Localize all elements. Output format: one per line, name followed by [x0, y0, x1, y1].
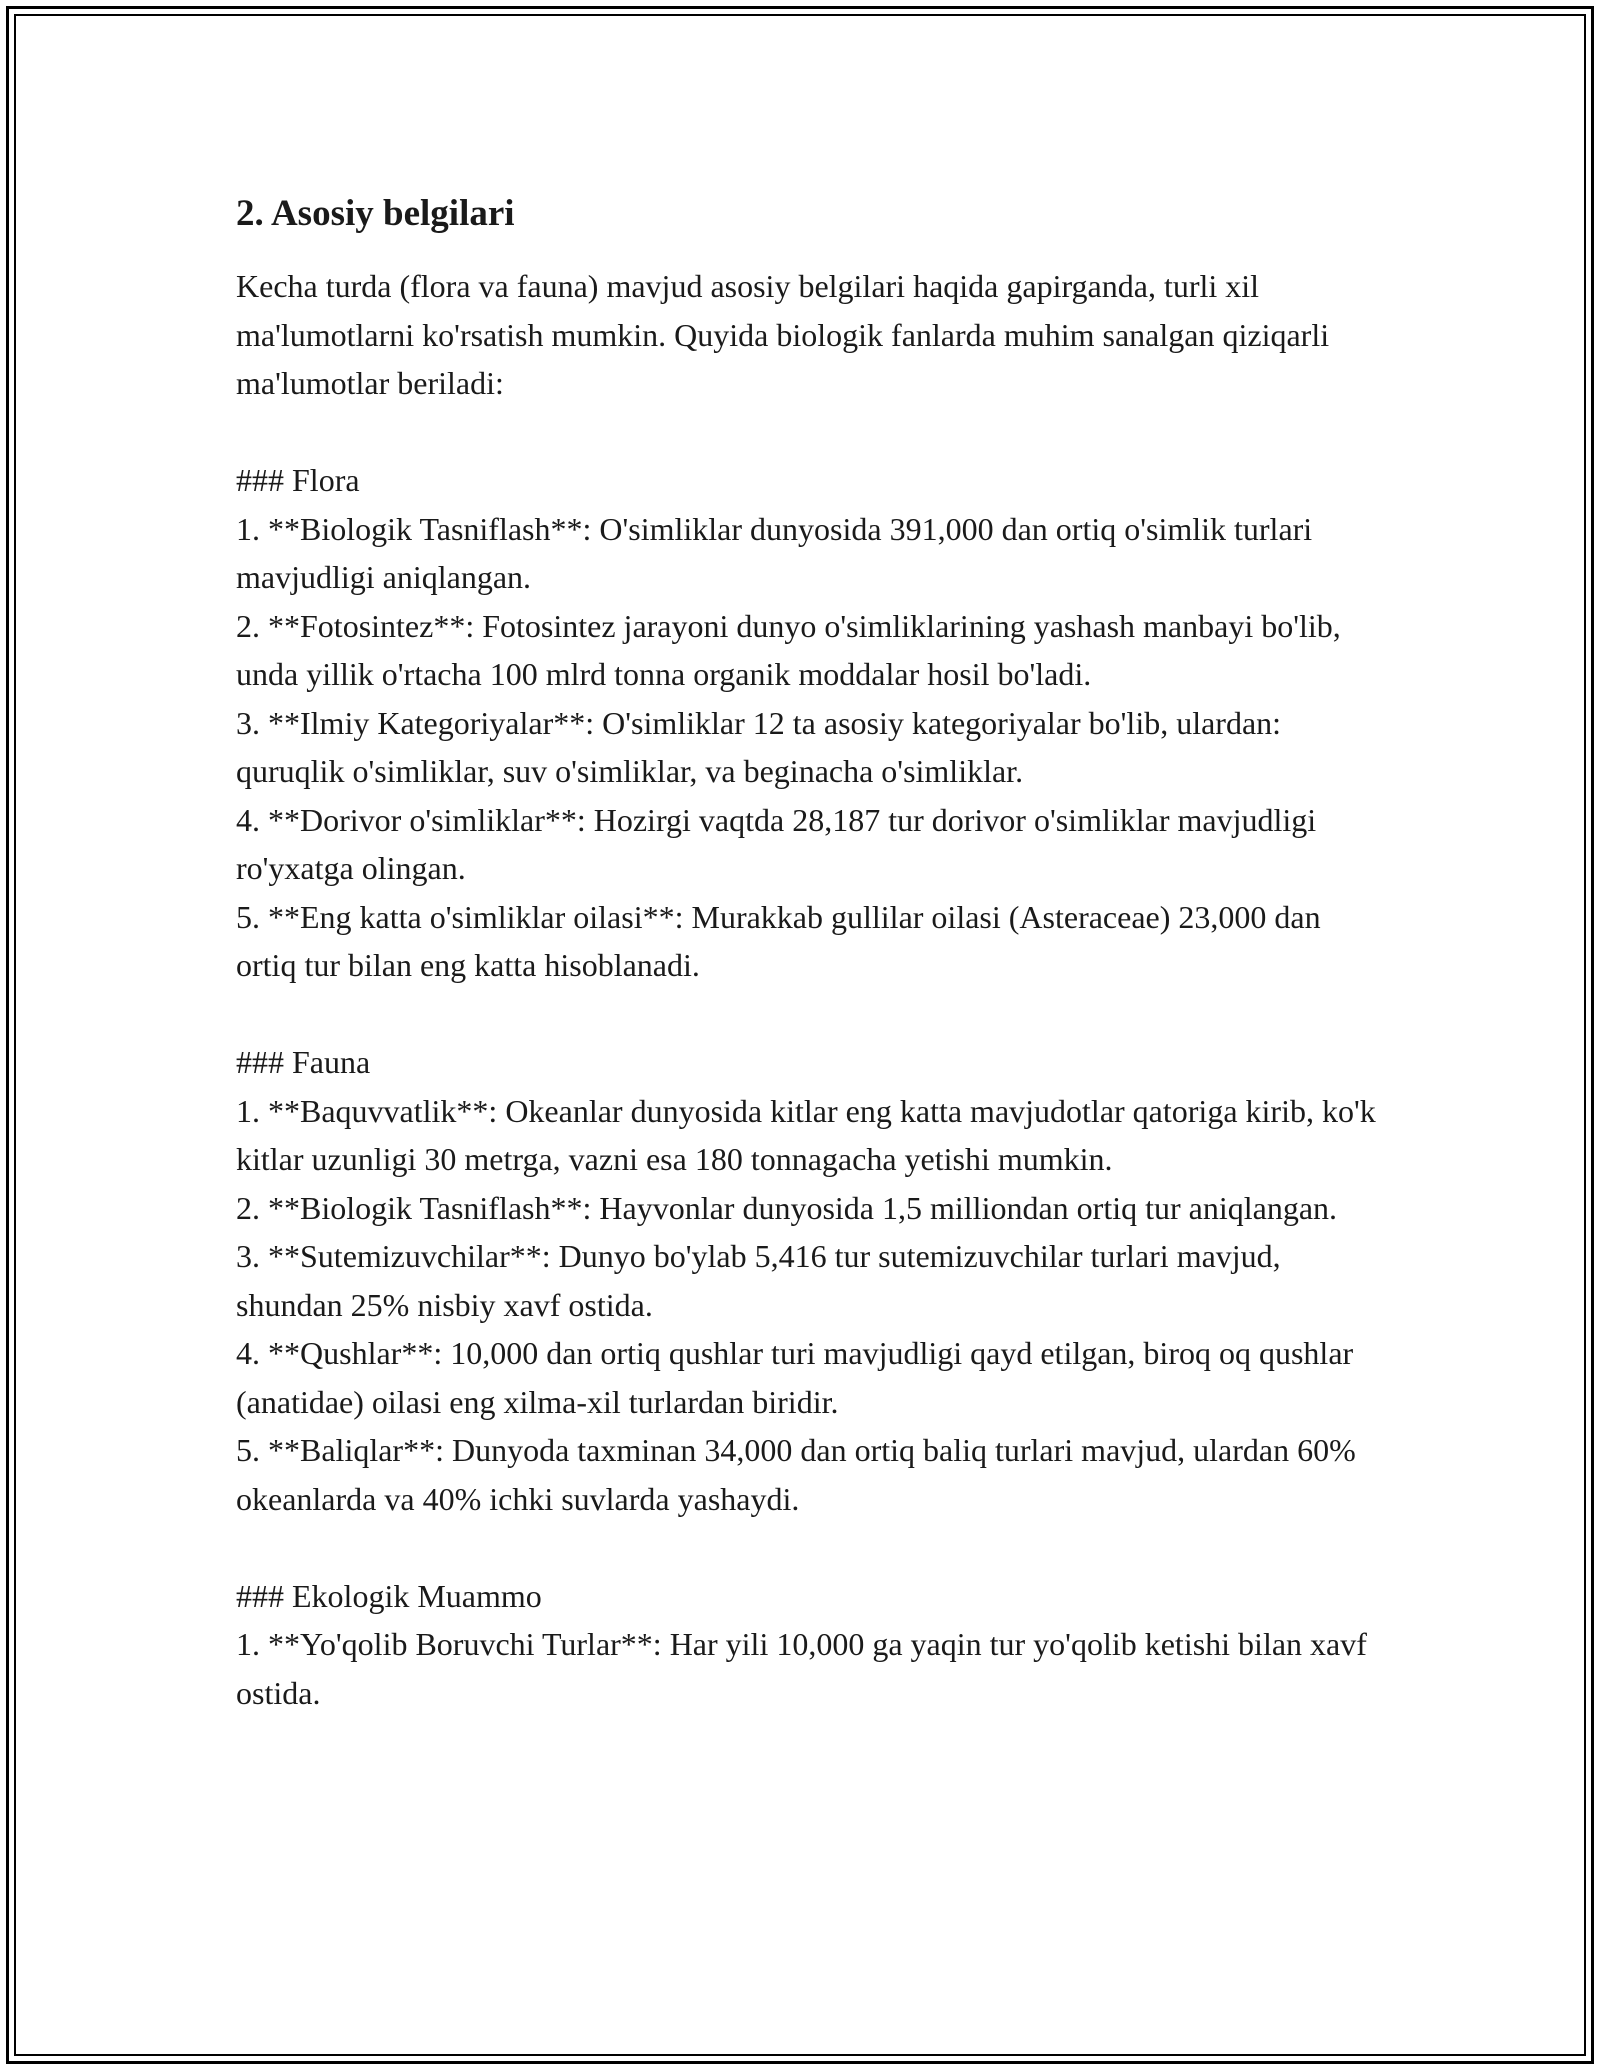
- list-item: 4. **Qushlar**: 10,000 dan ortiq qushlar turi mavjudligi qayd etilgan, biroq oq qushlar (anatidae) oilasi eng xilma-xil turlardan biridir.: [236, 1335, 1354, 1420]
- spacer: [236, 990, 1386, 1039]
- list-item: 1. **Baquvvatlik**: Okeanlar dunyosida kitlar eng katta mavjudotlar qatoriga kirib, ko'k kitlar uzunligi 30 metrga, vazni esa 180 tonnagacha yetishi mumkin.: [236, 1092, 1376, 1178]
- intro-paragraph: Kecha turda (flora va fauna) mavjud asosiy belgilari haqida gapirganda, turli xil ma'lumotlarni ko'rsatish mumkin. Quyida biologik fanlarda muhim sanalgan qiziqarli ma'lumotlar beriladi:: [236, 268, 1330, 402]
- list-item: 4. **Dorivor o'simliklar**: Hozirgi vaqtda 28,187 tur dorivor o'simliklar mavjudligi ro'yxatga olingan.: [236, 801, 1317, 887]
- list-item: 2. **Fotosintez**: Fotosintez jarayoni dunyo o'simliklarining yashash manbayi bo'lib, unda yillik o'rtacha 100 mlrd tonna organik moddalar hosil bo'ladi.: [236, 607, 1341, 693]
- section-ekologik-muammo: [236, 1572, 1386, 1718]
- list-item: 5. **Baliqlar**: Dunyoda taxminan 34,000 dan ortiq baliq turlari mavjud, ulardan 60% okeanlarda va 40% ichki suvlarda yashaydi.: [236, 1432, 1356, 1517]
- document-body: [236, 180, 1386, 1717]
- list-item: 1. **Biologik Tasniflash**: O'simliklar dunyosida 391,000 dan ortiq o'simlik turlari mavjudligi aniqlangan.: [236, 510, 1313, 596]
- list-item: 2. **Biologik Tasniflash**: Hayvonlar dunyosida 1,5 milliondan ortiq tur aniqlangan.: [236, 1189, 1338, 1226]
- section-heading-fauna: ### Fauna: [236, 1044, 371, 1081]
- section-heading-ekologik-muammo: ### Ekologik Muammo: [236, 1577, 542, 1614]
- spacer: [236, 1523, 1386, 1572]
- spacer: [236, 408, 1386, 457]
- list-item: 3. **Sutemizuvchilar**: Dunyo bo'ylab 5,416 tur sutemizuvchilar turlari mavjud, shundan 25% nisbiy xavf ostida.: [236, 1238, 1281, 1323]
- section-heading-flora: ### Flora: [236, 462, 360, 499]
- list-item: 1. **Yo'qolib Boruvchi Turlar**: Har yili 10,000 ga yaqin tur yo'qolib ketishi bilan xavf ostida.: [236, 1626, 1367, 1711]
- list-item: 3. **Ilmiy Kategoriyalar**: O'simliklar 12 ta asosiy kategoriyalar bo'lib, ulardan: quruqlik o'simliklar, suv o'simliklar, va beginacha o'simliklar.: [236, 704, 1282, 790]
- list-item: 5. **Eng katta o'simliklar oilasi**: Murakkab gullilar oilasi (Asteraceae) 23,000 dan ortiq tur bilan eng katta hisoblanadi.: [236, 898, 1321, 984]
- page-title: 2. Asosiy belgilari: [236, 193, 515, 234]
- section-flora: [236, 456, 1386, 990]
- section-fauna: [236, 1038, 1386, 1523]
